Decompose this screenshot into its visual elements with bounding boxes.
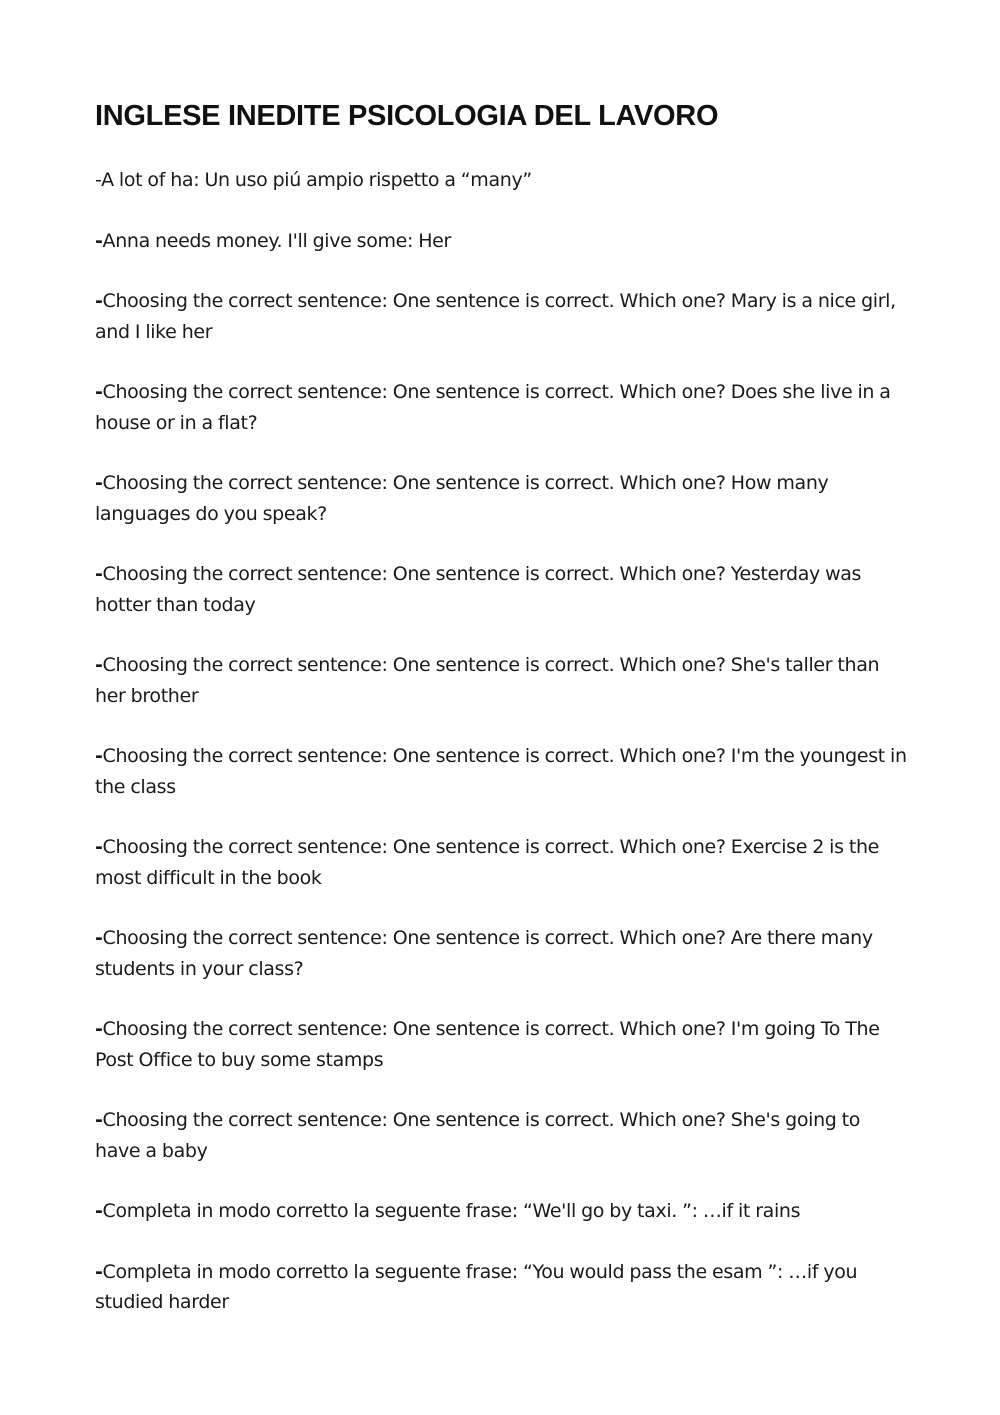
- item-dash: -: [95, 1260, 103, 1283]
- item-dash: -: [95, 381, 103, 403]
- item-text: Choosing the correct sentence: One sentence is correct. Which one? How many languages do you speak?: [95, 472, 829, 525]
- list-item: [95, 832, 907, 893]
- item-dash: -: [95, 745, 103, 767]
- list-item: [95, 165, 907, 196]
- item-text: Choosing the correct sentence: One sentence is correct. Which one? Mary is a nice girl, and I like her: [95, 290, 896, 343]
- item-dash: -: [95, 654, 103, 676]
- item-text: Choosing the correct sentence: One sentence is correct. Which one? I'm the youngest in the class: [95, 745, 907, 798]
- item-text: Choosing the correct sentence: One sentence is correct. Which one? Exercise 2 is the most difficult in the book: [95, 836, 879, 889]
- list-item: [95, 741, 907, 802]
- list-item: [95, 559, 907, 620]
- item-dash: -: [95, 836, 103, 858]
- item-dash: -: [95, 1200, 103, 1222]
- item-text: Choosing the correct sentence: One sentence is correct. Which one? Are there many students in your class?: [95, 927, 873, 980]
- list-item: [95, 377, 907, 438]
- list-item: [95, 226, 907, 257]
- item-text: Completa in modo corretto la seguente frase: “We'll go by taxi. ”: …if it rains: [102, 1200, 801, 1222]
- item-dash: -: [95, 927, 103, 949]
- item-dash: -: [95, 472, 103, 494]
- list-item: [95, 286, 907, 347]
- list-item: [95, 468, 907, 529]
- item-text: Choosing the correct sentence: One sentence is correct. Which one? I'm going To The Post Office to buy some stamps: [95, 1018, 880, 1071]
- item-dash: -: [95, 229, 103, 252]
- list-item: [95, 1014, 907, 1075]
- item-text: Choosing the correct sentence: One sentence is correct. Which one? She's taller than her brother: [95, 654, 880, 707]
- item-text: Completa in modo corretto la seguente frase: “You would pass the esam ”: …if you studied harder: [95, 1260, 858, 1313]
- list-item: [95, 650, 907, 711]
- list-item: [95, 1196, 907, 1227]
- item-dash: -: [95, 290, 103, 312]
- item-dash: -: [95, 1109, 103, 1131]
- list-item: [95, 1105, 907, 1166]
- item-text: Anna needs money. I'll give some: Her: [102, 229, 451, 252]
- item-dash: -: [95, 1018, 103, 1040]
- item-text: Choosing the correct sentence: One sentence is correct. Which one? She's going to have a baby: [95, 1109, 861, 1162]
- document-title: INGLESE INEDITE PSICOLOGIA DEL LAVORO: [95, 100, 719, 132]
- list-item: [95, 923, 907, 984]
- item-text: A lot of ha: Un uso piú ampio rispetto a “many”: [101, 169, 532, 191]
- item-text: Choosing the correct sentence: One sentence is correct. Which one? Yesterday was hotter than today: [95, 563, 862, 616]
- item-text: Choosing the correct sentence: One sentence is correct. Which one? Does she live in a house or in a flat?: [95, 381, 891, 434]
- item-dash: -: [95, 563, 103, 585]
- list-item: [95, 1257, 907, 1318]
- item-dash: -: [95, 169, 102, 191]
- document-page: [95, 96, 907, 1348]
